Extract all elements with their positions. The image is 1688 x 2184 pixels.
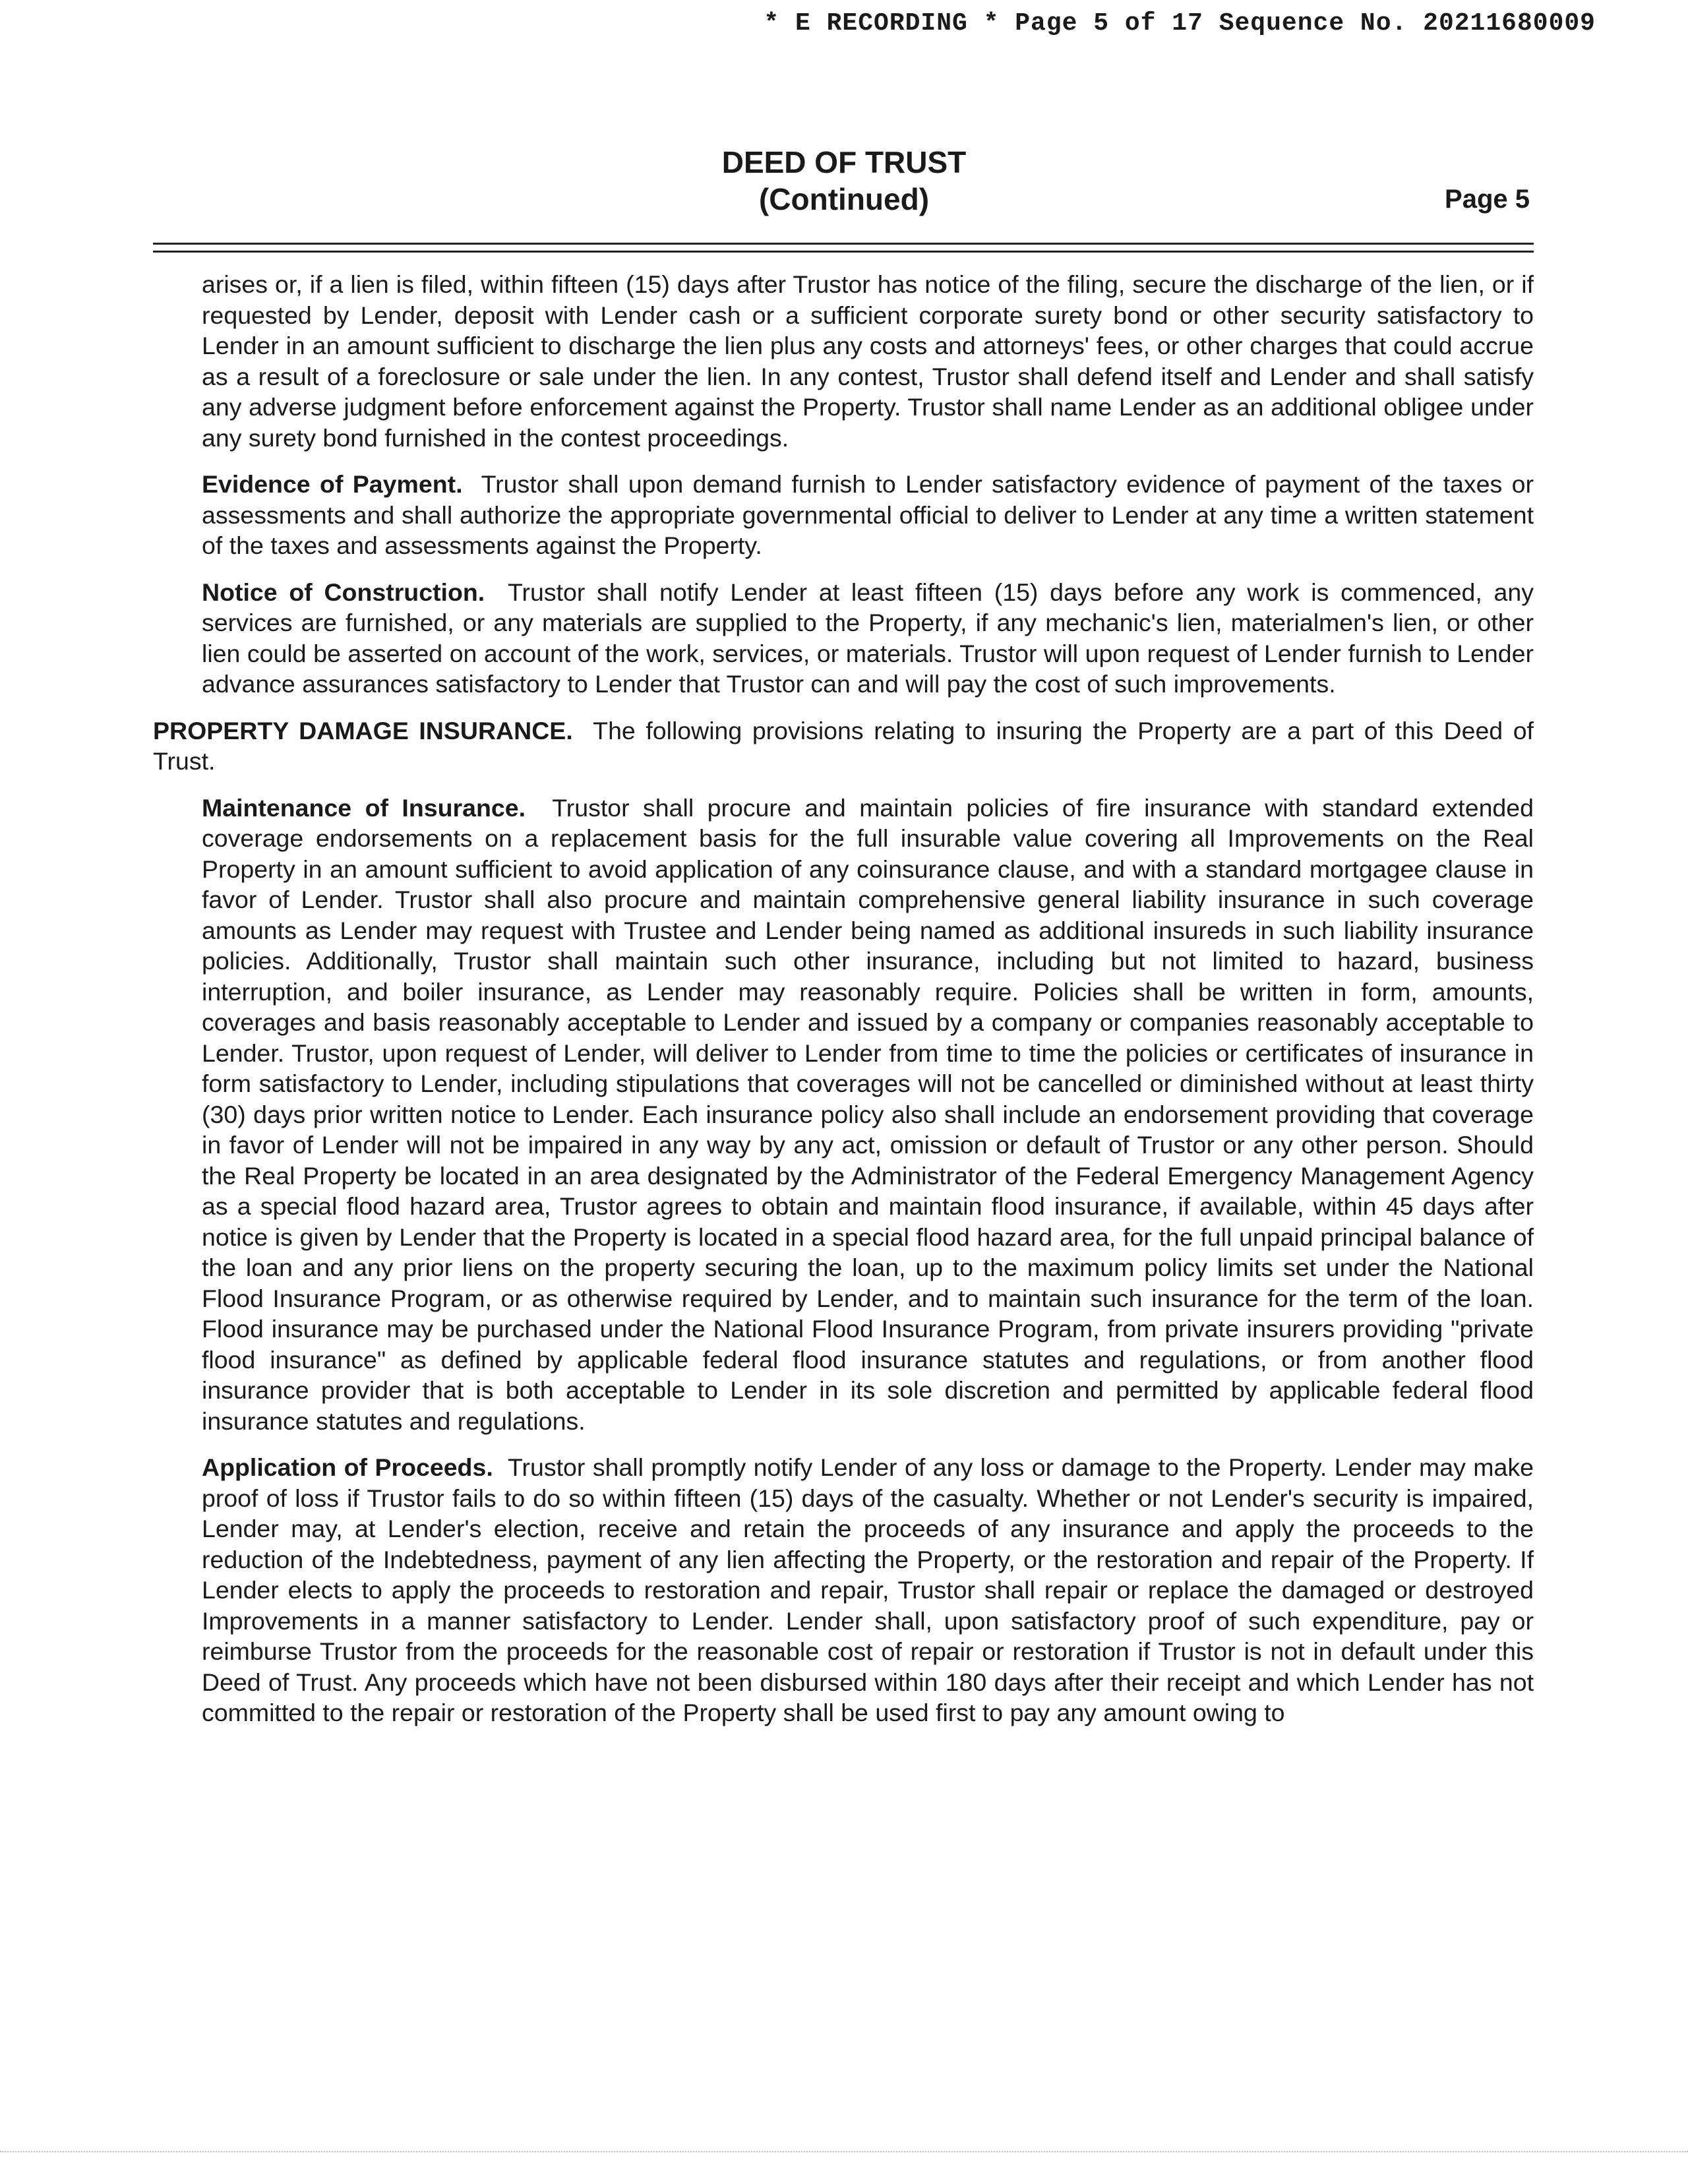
body-notice-of-construction: Trustor shall notify Lender at least fifteen (15) days before any work is commenced, any services are furnished, or any materials are supplied to the Property, if any mechanic's lien, materialmen's lien, or other lien could be asserted on account of the work, services, or materials. Trustor will upon request of Lender furnish to Lender advance assurances satisfactory to Lender that Trustor can and will pay the cost of such improvements. [202, 578, 1534, 698]
paragraph-evidence-of-payment [202, 469, 1534, 561]
scan-footer-line [0, 2151, 1688, 2153]
heading-maintenance-of-insurance: Maintenance of Insurance. [202, 793, 526, 822]
paragraph-maintenance-of-insurance [202, 793, 1534, 1437]
document-body [153, 269, 1534, 1744]
body-property-damage-insurance: The following provisions relating to insuring the Property are a part of this Deed of Trust. [153, 716, 1534, 775]
body-maintenance-of-insurance: Trustor shall procure and maintain policies of fire insurance with standard extended coverage endorsements on a replacement basis for the full insurable value covering all Improvements on the Real Property in an amount sufficient to avoid application of any coinsurance clause, and with a standard mortgagee clause in favor of Lender. Trustor shall also procure and maintain comprehensive general liability insurance in such coverage amounts as Lender may request with Trustee and Lender being named as additional insureds in such liability insurance policies. Additionally, Trustor shall maintain such other insurance, including but not limited to hazard, business interruption, and boiler insurance, as Lender may reasonably require. Policies shall be written in form, amounts, coverages and basis reasonably acceptable to Lender and issued by a company or companies reasonably acceptable to Lender. Trustor, upon request of Lender, will deliver to Lender from time to time the policies or certificates of insurance in form satisfactory to Lender, including stipulations that coverages will not be cancelled or diminished without at least thirty (30) days prior written notice to Lender. Each insurance policy also shall include an endorsement providing that coverage in favor of Lender will not be impaired in any way by any act, omission or default of Trustor or any other person. Should the Real Property be located in an area designated by the Administrator of the Federal Emergency Management Agency as a special flood hazard area, Trustor agrees to obtain and maintain flood insurance, if available, within 45 days after notice is given by Lender that the Property is located in a special flood hazard area, for the full unpaid principal balance of the loan and any prior liens on the property securing the loan, up to the maximum policy limits set under the National Flood Insurance Program, or as otherwise required by Lender, and to maintain such insurance for the term of the loan. Flood insurance may be purchased under the National Flood Insurance Program, from private insurers providing "private flood insurance" as defined by applicable federal flood insurance statutes and regulations, or from another flood insurance provider that is both acceptable to Lender in its sole discretion and permitted by applicable federal flood insurance statutes and regulations. [202, 793, 1534, 1435]
paragraph-lien-contest: arises or, if a lien is filed, within fifteen (15) days after Trustor has notice of the filing, secure the discharge of the lien, or if requested by Lender, deposit with Lender cash or a sufficient corporate surety bond or other security satisfactory to Lender in an amount sufficient to discharge the lien plus any costs and attorneys' fees, or other charges that could accrue as a result of a foreclosure or sale under the lien. In any contest, Trustor shall defend itself and Lender and shall satisfy any adverse judgment before enforcement against the Property. Trustor shall name Lender as an additional obligee under any surety bond furnished in the contest proceedings. [202, 270, 1534, 452]
header-rule-bottom [153, 251, 1534, 253]
heading-application-of-proceeds: Application of Proceeds. [202, 1453, 493, 1481]
body-application-of-proceeds: Trustor shall promptly notify Lender of any loss or damage to the Property. Lender may make proof of loss if Trustor fails to do so within fifteen (15) days of the casualty. Whether or not Lender's security is impaired, Lender may, at Lender's election, receive and retain the proceeds of any insurance and apply the proceeds to the reduction of the Indebtedness, payment of any lien affecting the Property, or the restoration and repair of the Property. If Lender elects to apply the proceeds to restoration and repair, Trustor shall repair or replace the damaged or destroyed Improvements in a manner satisfactory to Lender. Lender shall, upon satisfactory proof of such expenditure, pay or reimburse Trustor from the proceeds for the reasonable cost of repair or restoration if Trustor is not in default under this Deed of Trust. Any proceeds which have not been disbursed within 180 days after their receipt and which Lender has not committed to the repair or restoration of the Property shall be used first to pay any amount owing to [202, 1453, 1534, 1726]
header-rule-top [153, 243, 1534, 245]
document-title [0, 144, 1688, 218]
paragraph-property-damage-insurance [153, 715, 1534, 777]
heading-evidence-of-payment: Evidence of Payment. [202, 470, 463, 498]
heading-notice-of-construction: Notice of Construction. [202, 578, 485, 606]
paragraph-notice-of-construction [202, 577, 1534, 700]
heading-property-damage-insurance: PROPERTY DAMAGE INSURANCE. [153, 716, 573, 744]
paragraph-application-of-proceeds [202, 1452, 1534, 1728]
page-number: Page 5 [1445, 185, 1530, 214]
title-line-1: DEED OF TRUST [721, 145, 967, 179]
recording-header: * E RECORDING * Page 5 of 17 Sequence No. 20211680009 [764, 9, 1596, 38]
title-line-2: (Continued) [758, 182, 930, 216]
body-evidence-of-payment: Trustor shall upon demand furnish to Lender satisfactory evidence of payment of the taxes or assessments and shall authorize the appropriate governmental official to deliver to Lender at any time a written statement of the taxes and assessments against the Property. [202, 470, 1534, 559]
